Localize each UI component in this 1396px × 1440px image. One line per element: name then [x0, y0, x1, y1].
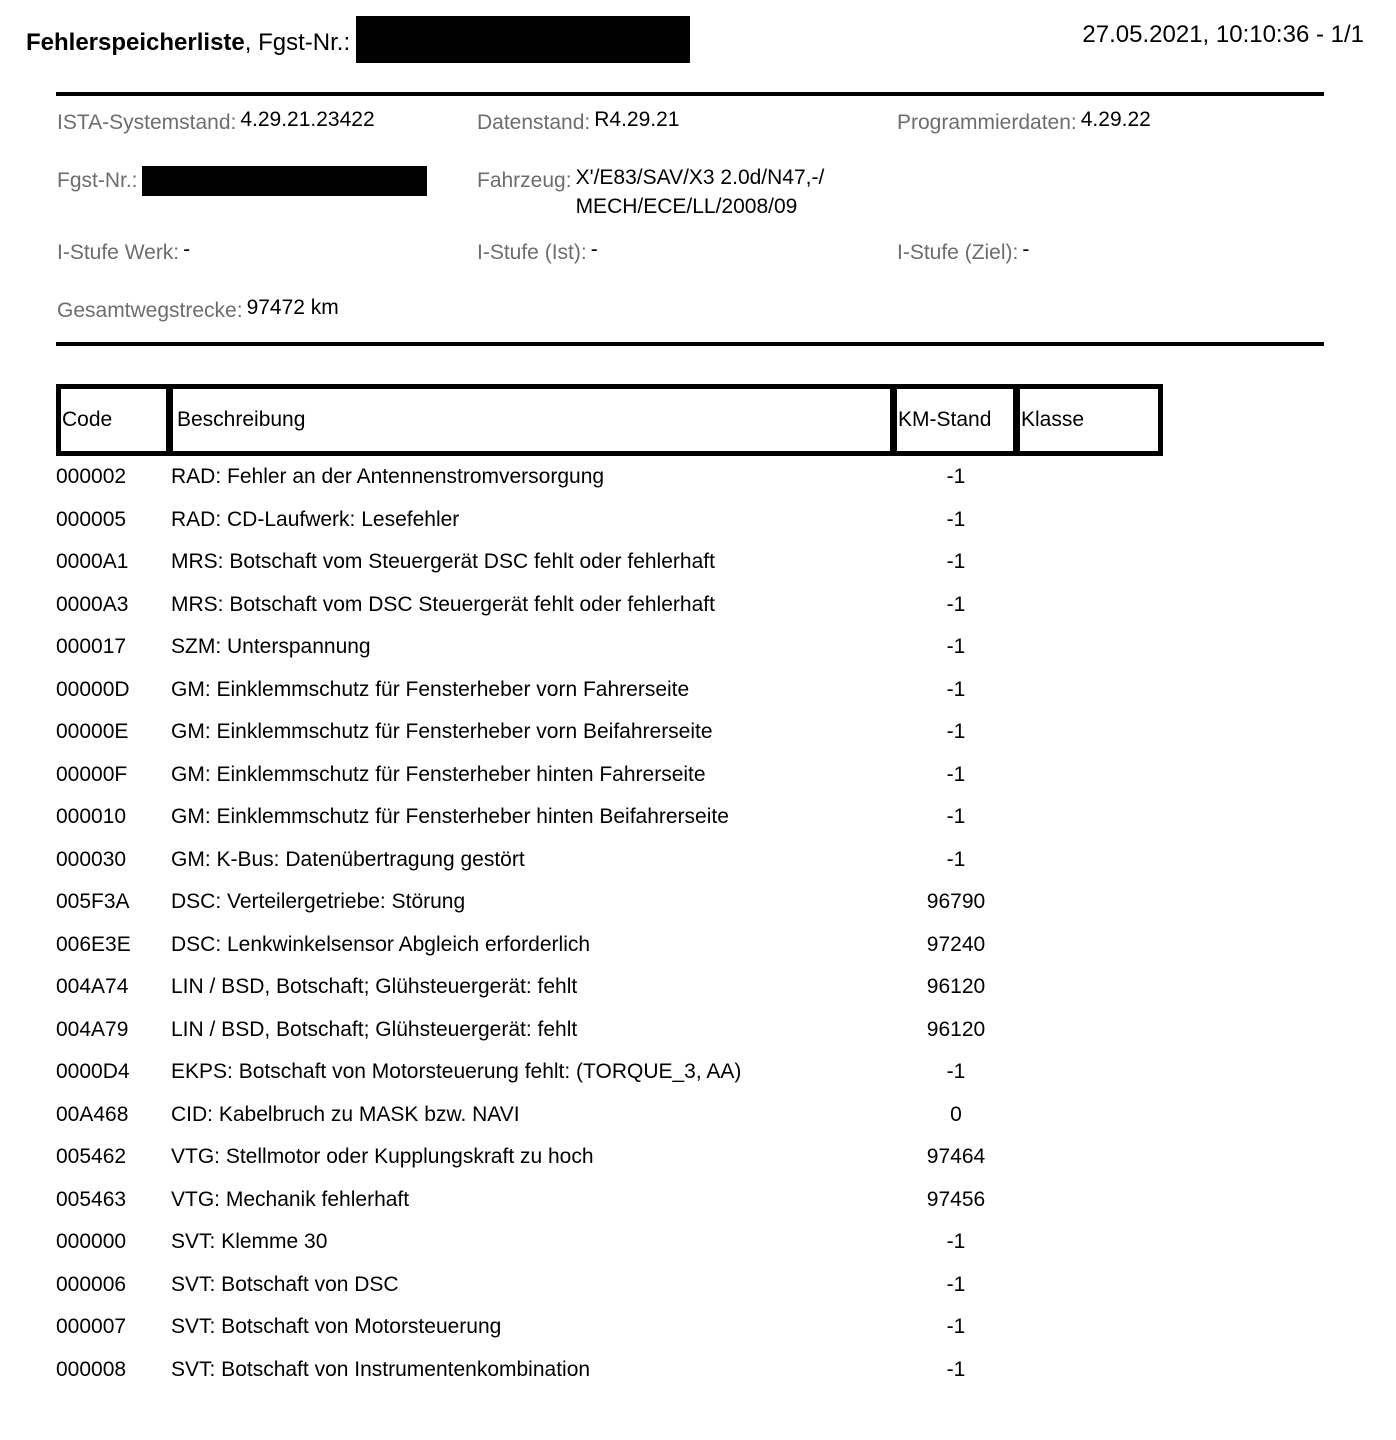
ista-systemstand [57, 108, 375, 137]
table-row [56, 499, 1256, 542]
istufe-ziel-value: - [1022, 238, 1030, 261]
gesamtwegstrecke [57, 296, 339, 325]
table-row [56, 839, 1256, 882]
column-header-km-stand: KM-Stand [890, 384, 1020, 456]
fault-description-cell: GM: Einklemmschutz für Fensterheber hinten Beifahrerseite [171, 805, 729, 828]
fault-description-cell: SVT: Botschaft von Motorsteuerung [171, 1315, 502, 1338]
km-stand-cell: 97464 [926, 1145, 986, 1168]
table-row [56, 924, 1256, 967]
istufe-ziel-label: I-Stufe (Ziel): [897, 241, 1019, 264]
table-row [56, 1349, 1256, 1392]
fault-code-cell: 000008 [56, 1357, 127, 1381]
programmierdaten [897, 108, 1151, 137]
column-header-code: Code [56, 384, 173, 456]
fault-code-cell: 000000 [56, 1230, 127, 1253]
fault-description-cell: SVT: Botschaft von DSC [171, 1272, 399, 1296]
fault-code-cell: 000017 [56, 635, 127, 658]
table-row [56, 1306, 1256, 1349]
istufe-ist-value: - [590, 238, 598, 261]
table-row [56, 881, 1256, 924]
fahrzeug-label: Fahrzeug: [477, 169, 572, 192]
fault-code-cell: 000002 [56, 465, 127, 488]
fault-description-cell: RAD: CD-Laufwerk: Lesefehler [171, 507, 460, 531]
fault-code-cell: 000006 [56, 1272, 127, 1296]
fault-code-cell: 004A74 [56, 975, 129, 998]
km-stand-cell: 96120 [926, 1017, 986, 1041]
istufe-ist-label: I-Stufe (Ist): [477, 241, 587, 264]
table-row [56, 669, 1256, 712]
fault-code-cell: 00000E [56, 720, 129, 743]
km-stand-cell: 96120 [926, 975, 986, 998]
fault-code-cell: 005462 [56, 1145, 127, 1168]
fault-code-cell: 005463 [56, 1187, 127, 1211]
table-row [56, 456, 1256, 499]
fault-code-cell: 0000D4 [56, 1060, 130, 1083]
table-row [56, 1221, 1256, 1264]
km-stand-cell: -1 [946, 1315, 966, 1338]
fault-table-body [56, 456, 1256, 1391]
fault-description-cell: GM: Einklemmschutz für Fensterheber hinten Fahrerseite [171, 762, 706, 786]
fault-description-cell: CID: Kabelbruch zu MASK bzw. NAVI [171, 1102, 520, 1126]
table-row [56, 541, 1256, 584]
fgst-nr [57, 166, 427, 196]
redacted-vin-block [356, 16, 690, 63]
fault-description-cell: MRS: Botschaft vom Steuergerät DSC fehlt oder fehlerhaft [171, 550, 715, 573]
top-divider [56, 92, 1324, 96]
fault-description-cell: VTG: Mechanik fehlerhaft [171, 1187, 410, 1211]
km-stand-cell: -1 [946, 677, 966, 701]
km-stand-cell: -1 [946, 1357, 966, 1381]
fault-code-cell: 000010 [56, 805, 127, 828]
istufe-ziel [897, 238, 1029, 267]
ista-value: 4.29.21.23422 [240, 108, 375, 131]
fault-code-cell: 0000A3 [56, 592, 129, 616]
km-stand-cell: -1 [946, 550, 966, 573]
fault-code-cell: 006E3E [56, 932, 131, 956]
table-row [56, 796, 1256, 839]
fahrzeug-value: X'/E83/SAV/X3 2.0d/N47,-/ MECH/ECE/LL/2008/09 [575, 166, 825, 218]
fault-description-cell: LIN / BSD, Botschaft; Glühsteuergerät: fehlt [171, 1017, 578, 1041]
fgst-label: Fgst-Nr.: [57, 169, 138, 192]
km-stand-cell: 97240 [926, 932, 986, 956]
fault-description-cell: MRS: Botschaft vom DSC Steuergerät fehlt oder fehlerhaft [171, 592, 715, 616]
table-row [56, 1136, 1256, 1179]
istufe-werk-label: I-Stufe Werk: [57, 241, 180, 264]
table-row [56, 1179, 1256, 1222]
bottom-divider [56, 342, 1324, 346]
fault-code-cell: 000007 [56, 1315, 127, 1338]
redacted-vin-value [142, 166, 427, 196]
table-row [56, 1094, 1256, 1137]
table-row [56, 966, 1256, 1009]
column-header-klasse: Klasse [1013, 384, 1163, 456]
table-row [56, 626, 1256, 669]
fault-description-cell: EKPS: Botschaft von Motorsteuerung fehlt: (TORQUE_3, AA) [171, 1060, 742, 1083]
km-stand-cell: -1 [946, 805, 966, 828]
fault-description-cell: SZM: Unterspannung [171, 635, 371, 658]
fault-code-cell: 00000D [56, 677, 130, 701]
ista-label: ISTA-Systemstand: [57, 111, 237, 134]
km-stand-cell: -1 [946, 635, 966, 658]
fault-code-cell: 000030 [56, 847, 127, 871]
table-row [56, 1264, 1256, 1307]
fault-code-cell: 005F3A [56, 890, 130, 913]
km-stand-cell: 96790 [926, 890, 986, 913]
fault-code-cell: 00000F [56, 762, 128, 786]
fault-code-cell: 00A468 [56, 1102, 129, 1126]
table-row [56, 1051, 1256, 1094]
page-title [26, 20, 690, 67]
km-stand-cell: -1 [946, 1272, 966, 1296]
km-stand-cell: -1 [946, 762, 966, 786]
table-row [56, 711, 1256, 754]
istufe-werk [57, 238, 190, 267]
column-header-beschreibung: Beschreibung [166, 384, 897, 456]
table-row [56, 754, 1256, 797]
fault-description-cell: RAD: Fehler an der Antennenstromversorgung [171, 465, 605, 488]
fault-description-cell: SVT: Botschaft von Instrumentenkombination [171, 1357, 591, 1381]
fault-description-cell: LIN / BSD, Botschaft; Glühsteuergerät: fehlt [171, 975, 578, 998]
istufe-ist [477, 238, 598, 267]
fault-description-cell: VTG: Stellmotor oder Kupplungskraft zu hoch [171, 1145, 594, 1168]
fault-description-cell: GM: K-Bus: Datenübertragung gestört [171, 847, 525, 871]
istufe-werk-value: - [183, 238, 191, 261]
km-stand-cell: -1 [946, 507, 966, 531]
fahrzeug [477, 166, 824, 224]
programmierdaten-label: Programmierdaten: [897, 111, 1077, 134]
km-stand-cell: -1 [946, 1060, 966, 1083]
table-row [56, 584, 1256, 627]
fault-description-cell: DSC: Lenkwinkelsensor Abgleich erforderlich [171, 932, 591, 956]
programmierdaten-value: 4.29.22 [1080, 108, 1151, 131]
fault-code-cell: 0000A1 [56, 550, 129, 573]
title-main: Fehlerspeicherliste [26, 28, 245, 56]
title-suffix: , Fgst-Nr.: [244, 28, 351, 56]
km-stand-cell: -1 [946, 592, 966, 616]
km-stand-cell: 97456 [926, 1187, 986, 1211]
km-stand-cell: -1 [946, 465, 966, 488]
fault-description-cell: GM: Einklemmschutz für Fensterheber vorn Beifahrerseite [171, 720, 713, 743]
datenstand [477, 108, 679, 137]
gesamtweg-value: 97472 km [246, 296, 339, 319]
km-stand-cell: 0 [950, 1102, 962, 1126]
datenstand-value: R4.29.21 [594, 108, 680, 131]
km-stand-cell: -1 [946, 847, 966, 871]
km-stand-cell: -1 [946, 720, 966, 743]
datenstand-label: Datenstand: [477, 111, 591, 134]
km-stand-cell: -1 [946, 1230, 966, 1253]
fault-code-cell: 004A79 [56, 1017, 129, 1041]
print-timestamp: 27.05.2021, 10:10:36 - 1/1 [1082, 21, 1364, 48]
fault-description-cell: GM: Einklemmschutz für Fensterheber vorn Fahrerseite [171, 677, 690, 701]
table-row [56, 1009, 1256, 1052]
fault-code-cell: 000005 [56, 507, 127, 531]
fault-description-cell: SVT: Klemme 30 [171, 1230, 328, 1253]
gesamtweg-label: Gesamtwegstrecke: [57, 299, 243, 322]
fault-description-cell: DSC: Verteilergetriebe: Störung [171, 890, 466, 913]
